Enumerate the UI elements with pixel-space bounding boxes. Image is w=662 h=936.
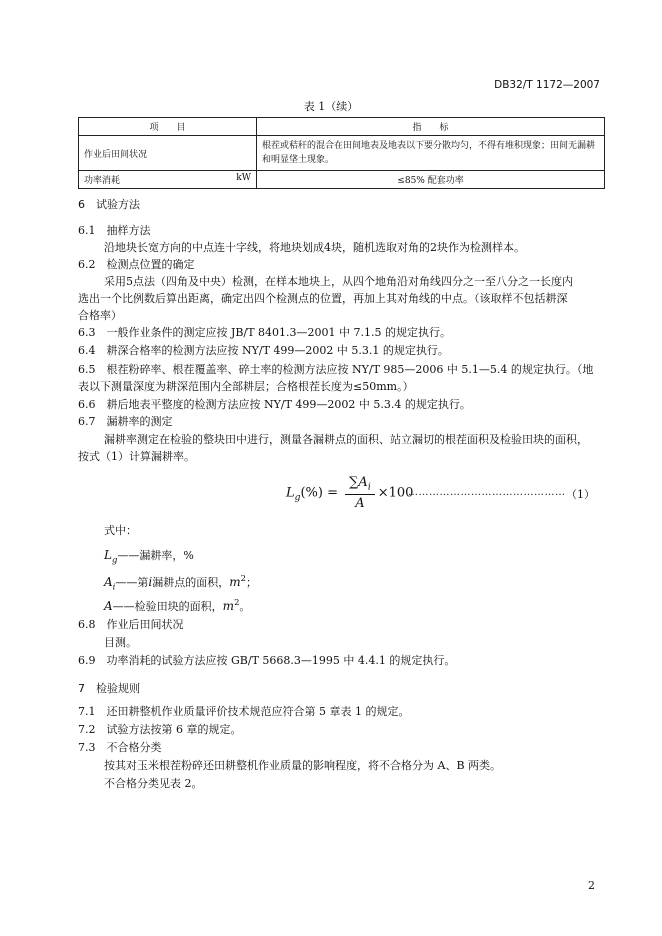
clause-6-1-title: 6.1 抽样方法 [78, 224, 151, 237]
sum-symbol: ∑ [349, 475, 359, 490]
def-text: ——检验田块的面积， [112, 600, 223, 613]
def-unit: m [229, 575, 241, 589]
def-index: i [148, 575, 153, 589]
table-caption: 表 1（续） [303, 100, 359, 113]
def-symbol: A [104, 599, 113, 613]
clause-6-8-title: 6.8 作业后田间状况 [78, 618, 184, 631]
equation-number: （1） [566, 488, 595, 501]
formula-leader-dots: ……………………………………… [408, 487, 566, 498]
def-end: 。 [239, 600, 251, 613]
table-row [79, 171, 605, 189]
clause-6-1-text: 沿地块长宽方向的中点连十字线，将地块划成4块，随机选取对角的2块作为检测样本。 [104, 241, 525, 254]
table-cell-item: 作业后田间状况 [84, 149, 148, 160]
table-row [79, 136, 605, 171]
clause-6-7-title: 6.7 漏耕率的测定 [78, 415, 173, 428]
formula-lhs-paren: (%) = [300, 485, 338, 501]
clause-6-7-line-1: 漏耕率测定在检验的整块田中进行，测量各漏耕点的面积、站立漏切的根茬面积及检验田块的面积， [104, 433, 588, 446]
section-7-title: 7 检验规则 [78, 682, 140, 695]
clause-6-2-line-2: 选出一个比例数后算出距离，确定出四个检测点的位置，再加上其对角线的中点。（该取样不包括耕深 [78, 292, 568, 305]
def-symbol: A [104, 575, 113, 589]
definition-a [104, 597, 250, 614]
formula-num-symbol: A [358, 475, 368, 490]
clause-7-3-line-1: 按其对玉米根茬粉碎还田耕整机作业质量的影响程度，将不合格分为 A、B 两类。 [104, 759, 502, 772]
def-symbol: L [104, 548, 112, 562]
clause-6-8-text: 目测。 [104, 636, 137, 649]
clause-6-6: 6.6 耕后地表平整度的检测方法应按 NY/T 499—2002 中 5.3.4 的规定执行。 [78, 398, 471, 411]
table-cell-unit: kW [236, 173, 251, 183]
def-subscript: g [111, 554, 118, 565]
table-cell-value: 根茬或秸秆的混合在田间地表及地表以下要分散均匀，不得有堆积现象；田间无漏耕和明显垡土现象。 [262, 141, 596, 165]
clause-6-5-line-1: 6.5 根茬粉碎率、根茬覆盖率、碎土率的检测方法应按 NY/T 985—2006 中 5.1—5.4 的规定执行。（地 [78, 363, 594, 376]
section-6-title: 6 试验方法 [78, 198, 140, 211]
table-header-value: 指 标 [257, 118, 605, 136]
clause-7-3-title: 7.3 不合格分类 [78, 741, 162, 754]
formula-fraction [345, 475, 375, 511]
clause-7-2: 7.2 试验方法按第 6 章的规定。 [78, 723, 242, 736]
formula-num-subscript: i [367, 482, 371, 493]
formula-lhs-subscript: g [294, 492, 301, 503]
def-text: ——漏耕率，% [117, 549, 194, 562]
standard-number: DB32/T 1172—2007 [494, 79, 600, 91]
definition-ai [104, 573, 257, 591]
clause-6-7-line-2: 按式（1）计算漏耕率。 [78, 450, 195, 463]
formula-lhs-symbol: L [286, 485, 295, 501]
table-cell-value: ≤85% 配套功率 [397, 176, 464, 186]
def-unit-power: 2 [240, 573, 246, 583]
clause-7-1: 7.1 还田耕整机作业质量评价技术规范应符合第 5 章表 1 的规定。 [78, 705, 410, 718]
clause-6-2-title: 6.2 检测点位置的确定 [78, 258, 195, 271]
def-text-b: 漏耕点的面积， [152, 576, 230, 589]
def-text-a: ——第 [115, 576, 149, 589]
formula-numerator [345, 475, 375, 495]
table-cell-item: 功率消耗 [84, 176, 121, 186]
definition-lg [104, 547, 194, 564]
clause-6-5-line-2: 表以下测量深度为耕深范围内全部耕层；合格根茬长度为≤50mm。） [78, 380, 414, 393]
def-unit-power: 2 [234, 597, 240, 607]
formula-denominator: A [355, 495, 365, 511]
formula-leakage-rate [286, 475, 413, 511]
clause-6-4: 6.4 耕深合格率的检测方法应按 NY/T 499—2002 中 5.3.1 的规定执行。 [78, 344, 449, 357]
clause-6-9: 6.9 功率消耗的试验方法应按 GB/T 5668.3—1995 中 4.4.1 的规定执行。 [78, 654, 456, 667]
table-header-row [79, 118, 605, 136]
def-subscript: i [112, 581, 116, 592]
clause-6-2-line-1: 采用5点法（四角及中央）检测，在样本地块上，从四个地角沿对角线四分之一至八分之一长度内 [104, 275, 573, 288]
clause-6-3: 6.3 一般作业条件的测定应按 JB/T 8401.3—2001 中 7.1.5 的规定执行。 [78, 326, 451, 339]
formula-times: ×100 [377, 485, 414, 501]
def-end: ； [245, 576, 257, 589]
table-header-item: 项 目 [79, 118, 257, 136]
clause-6-2-line-3: 合格率） [78, 309, 122, 322]
clause-7-3-line-2: 不合格分类见表 2。 [104, 777, 203, 790]
page-number: 2 [588, 879, 595, 892]
def-unit: m [222, 599, 235, 613]
spec-table [78, 117, 605, 189]
where-label: 式中： [104, 524, 137, 537]
